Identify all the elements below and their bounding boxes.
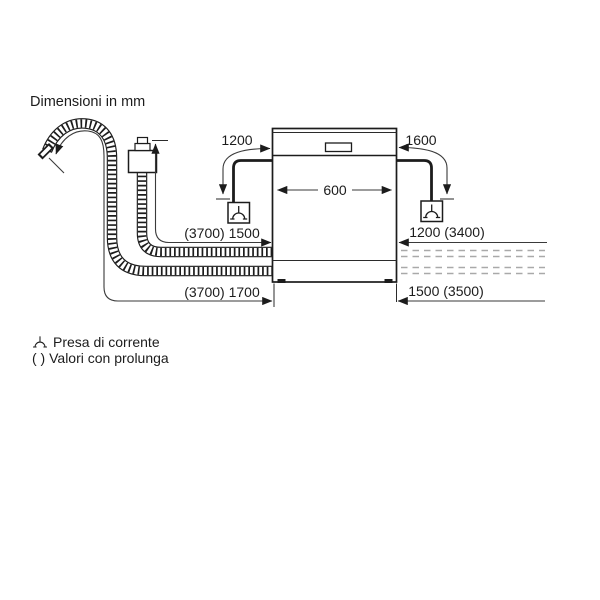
dimension-supply-right — [399, 224, 547, 243]
hose-extensions-dashed — [401, 251, 545, 274]
foot-right — [385, 279, 393, 283]
dimension-drain-right — [398, 283, 545, 301]
legend-extension-label: ( ) Valori con prolunga — [32, 350, 169, 366]
power-cord-left — [234, 161, 273, 203]
dim-label-cable-left: 1200 — [221, 132, 253, 148]
drain-hose-end-fitting — [40, 146, 52, 158]
dimension-cable-right — [399, 132, 454, 199]
dimension-cable-left — [216, 132, 270, 199]
dim-label-supply-right: 1200 (3400) — [409, 224, 485, 240]
power-outlet-left-icon — [228, 203, 250, 224]
power-outlet-right-icon — [421, 201, 443, 222]
dim-label-width: 600 — [323, 182, 347, 198]
legend-socket-label: Presa di corrente — [53, 334, 160, 350]
dim-label-inlet-hose: (3700) 1500 — [184, 225, 260, 241]
page-title: Dimensioni in mm — [30, 94, 146, 110]
dishwasher-outline — [273, 129, 397, 284]
legend — [32, 334, 169, 366]
dim-label-cable-right: 1600 — [405, 132, 437, 148]
foot-left — [278, 279, 286, 283]
control-panel-handle — [326, 143, 352, 152]
dim-label-drain-hose: (3700) 1700 — [184, 284, 260, 300]
dim-label-drain-right: 1500 (3500) — [408, 283, 484, 299]
aquastop-valve-icon — [129, 138, 169, 173]
dimension-inlet-hose — [156, 144, 272, 243]
socket-legend-icon — [33, 336, 47, 347]
power-cord-right — [397, 161, 432, 202]
